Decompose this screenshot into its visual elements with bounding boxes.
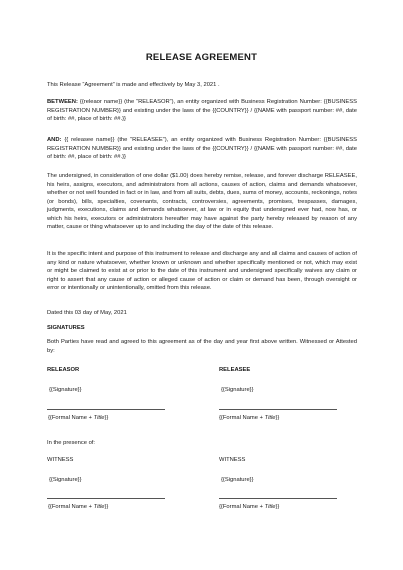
witness-signature-line-right (219, 498, 337, 499)
releasee-formal-name (219, 414, 279, 422)
releasor-signature-line (47, 409, 165, 410)
releasor-formal-name (48, 414, 108, 422)
between-label: BETWEEN: (47, 99, 78, 105)
formal-name-prefix: {{Formal Name + (48, 504, 94, 510)
witness-signature-placeholder-right: {{Signature}} (221, 477, 254, 483)
release-paragraph-2: It is the specific intent and purpose of this instrument to release and discharge any and all claims and causes of action of any kind or nature whatsoever, whether known or unknown and whether specifically mentioned or not, which may exist or might be claimed to exist at or prior to the date of this instrument and undersigned specifically waives any claim or right to assert that any cause of action or alleged cause of action or claim or demand has been, through oversight or error or intentionally or unintentionally, omitted from this release. (47, 251, 357, 291)
witness-signature-placeholder-left: {{Signature}} (49, 477, 82, 483)
releasee-signature-placeholder: {{Signature}} (221, 387, 254, 393)
signatures-heading: SIGNATURES (47, 325, 85, 331)
formal-name-title: Title (264, 504, 276, 510)
witness-formal-name-left (48, 503, 108, 511)
formal-name-suffix: }} (104, 415, 109, 421)
releasor-heading: RELEASOR (47, 367, 80, 373)
between-text: {{releaor name}} (the “RELEASOR”), an entity organized with Business Registration Number: {{BUSINESS REGISTRATION NUMBER}} and existing under the laws of the {{COUNTRY}} / {{NAME with passport number: ##, date of birth: ##, place of birth: ##.}} (47, 99, 357, 122)
intro-paragraph: This Release “Agreement” is made and effectively by May 3, 2021 . (47, 82, 220, 88)
signatures-text: Both Parties have read and agreed to this agreement as of the day and year first above written. Witnessed or Attested by: (47, 339, 357, 354)
formal-name-suffix: }} (104, 504, 109, 510)
witness-signature-line-left (47, 498, 165, 499)
and-text: {{ releasee name}} (the “RELEASEE”), an entity organized with Business Registration Number: {{BUSINESS REGISTRATION NUMBER}} and existing under the laws of the {{COUNTRY}} / {{NAME with passport number: ##, date of birth: ##, place of birth: ##.}} (47, 137, 357, 160)
formal-name-title: Title (93, 504, 105, 510)
formal-name-prefix: {{Formal Name + (48, 415, 94, 421)
formal-name-suffix: }} (275, 415, 280, 421)
dated-line: Dated this 03 day of May, 2021 (47, 310, 127, 316)
and-paragraph (47, 136, 357, 162)
formal-name-suffix: }} (275, 504, 280, 510)
and-label: AND: (47, 137, 62, 143)
witness-formal-name-right (219, 503, 279, 511)
formal-name-title: Title (264, 415, 276, 421)
witness-heading-right: WITNESS (219, 457, 246, 463)
between-paragraph (47, 98, 357, 124)
formal-name-prefix: {{Formal Name + (219, 415, 265, 421)
releasee-heading: RELEASEE (219, 367, 251, 373)
presence-line: In the presence of: (47, 440, 96, 446)
formal-name-title: Title (93, 415, 105, 421)
formal-name-prefix: {{Formal Name + (219, 504, 265, 510)
releasor-signature-placeholder: {{Signature}} (49, 387, 82, 393)
releasee-signature-line (219, 409, 337, 410)
witness-heading-left: WITNESS (47, 457, 74, 463)
release-paragraph-1: The undersigned, in consideration of one dollar ($1.00) does hereby remise, release, and forever discharge RELEASEE, his heirs, assigns, executors, and administrators from all actions, causes of action, claims and demands whatsoever, whether or not well founded in fact or in law, and from all suits, debts, dues, sums of money, accounts, reckonings, notes (or bonds), bills, specialties, covenants, contracts, controversies, agreements, promises, trespasses, damages, judgments, executions, claims and demands whatsoever, at law or in equity that undersigned ever had, now has, or which his heirs, executors or administrators hereafter may have against the party hereby released by reason of any matter, cause or thing whatsoever up to and including the day of the date of this release. (47, 173, 357, 230)
document-title: RELEASE AGREEMENT (145, 52, 258, 63)
